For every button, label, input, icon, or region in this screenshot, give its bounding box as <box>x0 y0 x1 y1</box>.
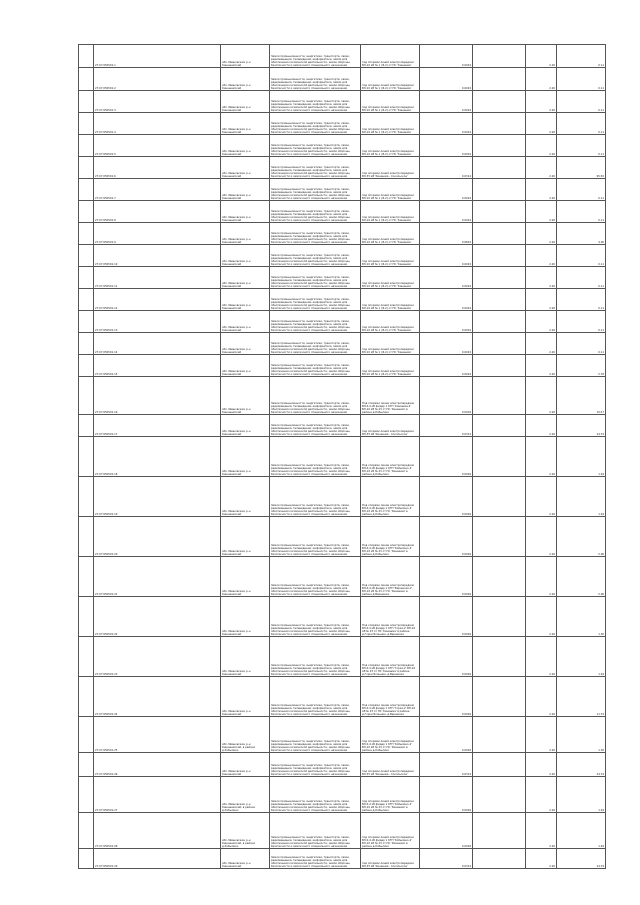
rate-cell: 2.20 <box>526 333 557 355</box>
cadastral-number-cell: 27:07:050501:2 <box>94 68 221 91</box>
address-cell: обл. Ивановская, р-н Кинешемский, в районе д.Кобылино <box>221 717 270 753</box>
address-cell: обл. Ивановская, р-н Кинешемский <box>221 849 270 869</box>
table-row <box>79 201 606 223</box>
area-cell: 0.0024 <box>420 311 473 333</box>
empty-cell <box>473 245 526 267</box>
permitted-use-cell: под опорами линий электропередачи ВЛ-10 кВ № 1 (Ф-2) от ПС 'Кинешма' <box>361 135 420 157</box>
cadastral-number-cell: 27:07:050501:15 <box>94 355 221 377</box>
cadastral-value-cell: 1.30 <box>557 717 606 753</box>
cadastral-number-cell: 27:07:050501:10 <box>94 245 221 267</box>
area-cell: 0.0024 <box>420 68 473 91</box>
cadastral-value-cell: 24.79 <box>557 753 606 777</box>
table-row <box>79 45 606 68</box>
row-index-cell <box>79 135 94 157</box>
cadastral-value-cell: 0.11 <box>557 245 606 267</box>
address-cell: обл. Ивановская, р-н Кинешемский <box>221 223 270 245</box>
row-index-cell <box>79 377 94 415</box>
table-row <box>79 135 606 157</box>
rate-cell: 2.20 <box>526 135 557 157</box>
land-category-cell: Земли промышленности, энергетики, транспорта, связи, радиовещания, телевидения, информатики, земли для обеспечения космической деятельности, земли обороны, безопасности и земли иного специального назначения <box>270 677 361 717</box>
cadastral-value-cell: 1.94 <box>557 437 606 477</box>
land-category-cell: Земли промышленности, энергетики, транспорта, связи, радиовещания, телевидения, информатики, земли для обеспечения космической деятельности, земли обороны, безопасности и земли иного специального назначения <box>270 223 361 245</box>
permitted-use-cell: Под опорами линии электропередачи ВЛ-0,4 кВ фидер 1 КТП 'Кобылино-2' ВЛ-10 кВ № 23 от ПС 'Кинешма' в районе д.Кобылино <box>361 437 420 477</box>
row-index-cell <box>79 753 94 777</box>
address-cell: обл. Ивановская, р-н Кинешемский <box>221 637 270 677</box>
area-cell: 0.0024 <box>420 289 473 311</box>
row-index-cell <box>79 849 94 869</box>
table-row <box>79 717 606 753</box>
address-cell: обл. Ивановская, р-н Кинешемский <box>221 377 270 415</box>
table-row <box>79 179 606 201</box>
table-row <box>79 415 606 437</box>
permitted-use-cell: под опорами линий электропередачи ВЛ-10 кВ № 1 (Ф-2) от ПС 'Кинешма' <box>361 311 420 333</box>
empty-cell <box>473 91 526 113</box>
row-index-cell <box>79 637 94 677</box>
address-cell: обл. Ивановская, р-н Кинешемский <box>221 753 270 777</box>
cadastral-value-cell: 0.11 <box>557 311 606 333</box>
cadastral-number-cell: 27:07:050501:14 <box>94 333 221 355</box>
land-category-cell: Земли промышленности, энергетики, транспорта, связи, радиовещания, телевидения, информатики, земли для обеспечения космической деятельности, земли обороны, безопасности и земли иного специального назначения <box>270 113 361 135</box>
address-cell: обл. Ивановская, р-н Кинешемский <box>221 113 270 135</box>
table-row <box>79 517 606 557</box>
cadastral-number-cell: 27:07:050501:27 <box>94 777 221 813</box>
row-index-cell <box>79 267 94 289</box>
area-cell: 0.0004 <box>420 517 473 557</box>
table-row <box>79 267 606 289</box>
permitted-use-cell: под опорами линий электропередачи ВЛ-10 кВ № 1 (Ф-2) от ПС 'Кинешма' <box>361 223 420 245</box>
table-row <box>79 91 606 113</box>
row-index-cell <box>79 91 94 113</box>
table-row <box>79 477 606 517</box>
area-cell: 0.0004 <box>420 557 473 597</box>
row-index-cell <box>79 311 94 333</box>
empty-cell <box>473 597 526 637</box>
area-cell: 0.0024 <box>420 267 473 289</box>
table-row <box>79 637 606 677</box>
cadastral-number-cell: 27:07:050501:7 <box>94 179 221 201</box>
table-row <box>79 113 606 135</box>
row-index-cell <box>79 201 94 223</box>
table-body <box>79 45 606 869</box>
table-row <box>79 355 606 377</box>
empty-cell <box>473 157 526 179</box>
empty-cell <box>473 355 526 377</box>
rate-cell: 2.20 <box>526 753 557 777</box>
empty-cell <box>473 717 526 753</box>
rate-cell: 2.20 <box>526 477 557 517</box>
land-category-cell: Земли промышленности, энергетики, транспорта, связи, радиовещания, телевидения, информатики, земли для обеспечения космической деятельности, земли обороны, безопасности и земли иного специального назначения <box>270 267 361 289</box>
row-index-cell <box>79 597 94 637</box>
address-cell: обл. Ивановская, р-н Кинешемский <box>221 517 270 557</box>
row-index-cell <box>79 113 94 135</box>
table-row <box>79 557 606 597</box>
row-index-cell <box>79 677 94 717</box>
land-category-cell: Земли промышленности, энергетики, транспорта, связи, радиовещания, телевидения, информатики, земли для обеспечения космической деятельности, земли обороны, безопасности и земли иного специального назначения <box>270 849 361 869</box>
row-index-cell <box>79 777 94 813</box>
cadastral-value-cell: 0.11 <box>557 135 606 157</box>
cadastral-number-cell: 27:07:050501:20 <box>94 517 221 557</box>
land-category-cell: Земли промышленности, энергетики, транспорта, связи, радиовещания, телевидения, информатики, земли для обеспечения космической деятельности, земли обороны, безопасности и земли иного специального назначения <box>270 289 361 311</box>
table-row <box>79 245 606 267</box>
area-cell: 0.0314 <box>420 415 473 437</box>
land-category-cell: Земли промышленности, энергетики, транспорта, связи, радиовещания, телевидения, информатики, земли для обеспечения космической деятельности, земли обороны, безопасности и земли иного специального назначения <box>270 415 361 437</box>
land-category-cell: Земли промышленности, энергетики, транспорта, связи, радиовещания, телевидения, информатики, земли для обеспечения космической деятельности, земли обороны, безопасности и земли иного специального назначения <box>270 813 361 849</box>
empty-cell <box>473 777 526 813</box>
rate-cell: 2.20 <box>526 597 557 637</box>
cadastral-number-cell: 27:07:050501:8 <box>94 201 221 223</box>
cadastral-number-cell: 27:07:050501:23 <box>94 637 221 677</box>
empty-cell <box>473 135 526 157</box>
table-row <box>79 333 606 355</box>
empty-cell <box>473 179 526 201</box>
cadastral-number-cell: 27:07:050501:17 <box>94 415 221 437</box>
land-category-cell: Земли промышленности, энергетики, транспорта, связи, радиовещания, телевидения, информатики, земли для обеспечения космической деятельности, земли обороны, безопасности и земли иного специального назначения <box>270 437 361 477</box>
rate-cell: 2.20 <box>526 557 557 597</box>
table-row <box>79 777 606 813</box>
table-row <box>79 597 606 637</box>
permitted-use-cell: под опорами линий электропередачи ВЛ-10 кВ № 1 (Ф-2) от ПС 'Кинешма' <box>361 289 420 311</box>
cadastral-value-cell: 1.94 <box>557 813 606 849</box>
table-row <box>79 377 606 415</box>
rate-cell: 2.20 <box>526 179 557 201</box>
address-cell: обл. Ивановская, р-н Кинешемский <box>221 267 270 289</box>
cadastral-number-cell: 27:07:050501:13 <box>94 311 221 333</box>
cadastral-value-cell: 0.11 <box>557 45 606 68</box>
land-category-cell: Земли промышленности, энергетики, транспорта, связи, радиовещания, телевидения, информатики, земли для обеспечения космической деятельности, земли обороны, безопасности и земли иного специального назначения <box>270 355 361 377</box>
area-cell: 0.0004 <box>420 437 473 477</box>
address-cell: обл. Ивановская, р-н Кинешемский <box>221 68 270 91</box>
row-index-cell <box>79 179 94 201</box>
address-cell: обл. Ивановская, р-н Кинешемский <box>221 477 270 517</box>
table-row <box>79 311 606 333</box>
permitted-use-cell: под опорами линий электропередачи ВЛ-0,4 кВ фидер 1 КТП 'Кобылино-2' ВЛ-10 кВ № 23 от ПС 'Кинешма' в районе д.Кобылино <box>361 813 420 849</box>
permitted-use-cell: Под опорами линии электропередачи ВЛ-0,4 кВ фидер 1 КТП 'Кинешма-2' ВЛ-10 кВ № 23 от ПС 'Кинешма' в районе д.Кобылино <box>361 377 420 415</box>
address-cell: обл. Ивановская, р-н Кинешемский <box>221 677 270 717</box>
land-category-cell: Земли промышленности, энергетики, транспорта, связи, радиовещания, телевидения, информатики, земли для обеспечения космической деятельности, земли обороны, безопасности и земли иного специального назначения <box>270 557 361 597</box>
empty-cell <box>473 223 526 245</box>
cadastral-value-cell: 1.94 <box>557 637 606 677</box>
cadastral-number-cell: 27:07:050501:19 <box>94 477 221 517</box>
permitted-use-cell: под опорами линий электропередачи ВЛ-35 кВ 'Кинешма - Сокольское' <box>361 849 420 869</box>
permitted-use-cell: под опорами линий электропередачи ВЛ-10 кВ № 1 (Ф-2) от ПС 'Кинешма' <box>361 68 420 91</box>
address-cell: обл. Ивановская, р-н Кинешемский <box>221 355 270 377</box>
permitted-use-cell: Под опорами линии электропередачи ВЛ-0,4 кВ фидер 1 КТП 'Кобылино-2' ВЛ-10 кВ № 23 от ПС 'Кинешма' в районе д.Кобылино <box>361 517 420 557</box>
row-index-cell <box>79 415 94 437</box>
land-category-cell: Земли промышленности, энергетики, транспорта, связи, радиовещания, телевидения, информатики, земли для обеспечения космической деятельности, земли обороны, безопасности и земли иного специального назначения <box>270 377 361 415</box>
row-index-cell <box>79 557 94 597</box>
address-cell: обл. Ивановская, р-н Кинешемский <box>221 245 270 267</box>
cadastral-value-cell: 0.11 <box>557 289 606 311</box>
cadastral-value-cell: 1.94 <box>557 477 606 517</box>
row-index-cell <box>79 45 94 68</box>
area-cell: 0.0024 <box>420 333 473 355</box>
area-cell: 0.0024 <box>420 245 473 267</box>
table-row <box>79 223 606 245</box>
cadastral-number-cell: 27:07:050501:1 <box>94 45 221 68</box>
row-index-cell <box>79 477 94 517</box>
rate-cell: 2.20 <box>526 201 557 223</box>
table-row <box>79 753 606 777</box>
land-category-cell: Земли промышленности, энергетики, транспорта, связи, радиовещания, телевидения, информатики, земли для обеспечения космической деятельности, земли обороны, безопасности и земли иного специального назначения <box>270 157 361 179</box>
cadastral-value-cell: 0.11 <box>557 333 606 355</box>
address-cell: обл. Ивановская, р-н Кинешемский <box>221 135 270 157</box>
address-cell: обл. Ивановская, р-н Кинешемский <box>221 201 270 223</box>
area-cell: 0.0004 <box>420 813 473 849</box>
rate-cell: 2.20 <box>526 245 557 267</box>
cadastral-number-cell: 27:07:050501:5 <box>94 135 221 157</box>
cadastral-number-cell: 27:07:050501:21 <box>94 557 221 597</box>
cadastral-value-cell: 0.11 <box>557 179 606 201</box>
table-row <box>79 813 606 849</box>
cadastral-number-cell: 27:07:050501:11 <box>94 267 221 289</box>
permitted-use-cell: под опорами линий электропередачи ВЛ-35 кВ 'Кинешма - Сокольское' <box>361 753 420 777</box>
rate-cell: 2.20 <box>526 157 557 179</box>
area-cell: 0.0314 <box>420 157 473 179</box>
land-category-cell: Земли промышленности, энергетики, транспорта, связи, радиовещания, телевидения, информатики, земли для обеспечения космической деятельности, земли обороны, безопасности и земли иного специального назначения <box>270 91 361 113</box>
permitted-use-cell: Под опорами линии электропередачи ВЛ-0,4 кВ фидер 1 КТП 'Горки-2' ВЛ-10 кВ № 23 от ПС 'Кинешма' в районе д.Горки Большие, д.Вершинки <box>361 637 420 677</box>
empty-cell <box>473 113 526 135</box>
empty-cell <box>473 849 526 869</box>
rate-cell: 2.20 <box>526 45 557 68</box>
rate-cell: 2.20 <box>526 91 557 113</box>
area-cell: 0.0004 <box>420 377 473 415</box>
cadastral-value-cell: 0.11 <box>557 267 606 289</box>
address-cell: обл. Ивановская, р-н Кинешемский <box>221 311 270 333</box>
cadastral-number-cell: 27:07:050501:18 <box>94 437 221 477</box>
empty-cell <box>473 557 526 597</box>
address-cell: обл. Ивановская, р-н Кинешемский, в районе д.Кобылино <box>221 813 270 849</box>
permitted-use-cell: под опорами линий электропередачи ВЛ-35 кВ 'Кинешма - Сокольское' <box>361 415 420 437</box>
rate-cell: 2.20 <box>526 377 557 415</box>
cadastral-number-cell: 27:07:050501:9 <box>94 223 221 245</box>
rate-cell: 2.20 <box>526 113 557 135</box>
cadastral-value-cell: 11.79 <box>557 677 606 717</box>
address-cell: обл. Ивановская, р-н Кинешемский <box>221 179 270 201</box>
table-row <box>79 677 606 717</box>
land-category-cell: Земли промышленности, энергетики, транспорта, связи, радиовещания, телевидения, информатики, земли для обеспечения космической деятельности, земли обороны, безопасности и земли иного специального назначения <box>270 637 361 677</box>
row-index-cell <box>79 157 94 179</box>
rate-cell: 2.20 <box>526 223 557 245</box>
cadastral-value-cell: 24.79 <box>557 415 606 437</box>
area-cell: 0.0004 <box>420 717 473 753</box>
cadastral-value-cell: 1.94 <box>557 777 606 813</box>
address-cell: обл. Ивановская, р-н Кинешемский <box>221 415 270 437</box>
permitted-use-cell: под опорами линий электропередачи ВЛ-0,4 кВ фидер 1 КТП 'Кобылино-2' ВЛ-10 кВ № 23 от ПС 'Кинешма' в районе д.Кобылино <box>361 777 420 813</box>
land-category-cell: Земли промышленности, энергетики, транспорта, связи, радиовещания, телевидения, информатики, земли для обеспечения космической деятельности, земли обороны, безопасности и земли иного специального назначения <box>270 245 361 267</box>
rate-cell: 2.20 <box>526 777 557 813</box>
address-cell: обл. Ивановская, р-н Кинешемский <box>221 437 270 477</box>
empty-cell <box>473 477 526 517</box>
empty-cell <box>473 45 526 68</box>
land-category-cell: Земли промышленности, энергетики, транспорта, связи, радиовещания, телевидения, информатики, земли для обеспечения космической деятельности, земли обороны, безопасности и земли иного специального назначения <box>270 201 361 223</box>
table-row <box>79 289 606 311</box>
row-index-cell <box>79 437 94 477</box>
row-index-cell <box>79 68 94 91</box>
table-row <box>79 157 606 179</box>
rate-cell: 2.20 <box>526 813 557 849</box>
row-index-cell <box>79 333 94 355</box>
permitted-use-cell: под опорами линий электропередачи ВЛ-10 кВ № 1 (Ф-2) от ПС 'Кинешма' <box>361 355 420 377</box>
cadastral-number-cell: 27:07:050501:26 <box>94 753 221 777</box>
area-cell: 0.0024 <box>420 355 473 377</box>
rate-cell: 2.20 <box>526 637 557 677</box>
rate-cell: 2.20 <box>526 677 557 717</box>
land-category-cell: Земли промышленности, энергетики, транспорта, связи, радиовещания, телевидения, информатики, земли для обеспечения космической деятельности, земли обороны, безопасности и земли иного специального назначения <box>270 311 361 333</box>
empty-cell <box>473 311 526 333</box>
area-cell: 0.0004 <box>420 597 473 637</box>
cadastral-value-cell: 0.11 <box>557 201 606 223</box>
address-cell: обл. Ивановская, р-н Кинешемский <box>221 45 270 68</box>
address-cell: обл. Ивановская, р-н Кинешемский <box>221 333 270 355</box>
permitted-use-cell: под опорами линий электропередачи ВЛ-10 кВ № 1 (Ф-2) от ПС 'Кинешма' <box>361 45 420 68</box>
cadastral-number-cell: 27:07:050501:29 <box>94 849 221 869</box>
permitted-use-cell: Под опорами линии электропередачи ВЛ-0,4 кВ фидер 1 КТП 'Горки-2' ВЛ-10 кВ № 23 от ПС 'Кинешма' в районе д.Горки Большие, д.Вершинки <box>361 597 420 637</box>
land-category-cell: Земли промышленности, энергетики, транспорта, связи, радиовещания, телевидения, информатики, земли для обеспечения космической деятельности, земли обороны, безопасности и земли иного специального назначения <box>270 68 361 91</box>
table-row <box>79 68 606 91</box>
cadastral-number-cell: 27:07:050501:25 <box>94 717 221 753</box>
permitted-use-cell: под опорами линий электропередачи ВЛ-10 кВ № 1 (Ф-2) от ПС 'Кинешма' <box>361 91 420 113</box>
rate-cell: 2.20 <box>526 68 557 91</box>
cadastral-value-cell: 65.56 <box>557 157 606 179</box>
cadastral-number-cell: 27:07:050501:28 <box>94 813 221 849</box>
empty-cell <box>473 201 526 223</box>
cadastral-value-cell: 1.30 <box>557 597 606 637</box>
land-category-cell: Земли промышленности, энергетики, транспорта, связи, радиовещания, телевидения, информатики, земли для обеспечения космической деятельности, земли обороны, безопасности и земли иного специального назначения <box>270 517 361 557</box>
rate-cell: 2.20 <box>526 267 557 289</box>
land-plots-table <box>78 44 606 869</box>
land-category-cell: Земли промышленности, энергетики, транспорта, связи, радиовещания, телевидения, информатики, земли для обеспечения космической деятельности, земли обороны, безопасности и земли иного специального назначения <box>270 753 361 777</box>
area-cell: 0.0024 <box>420 201 473 223</box>
rate-cell: 2.20 <box>526 437 557 477</box>
address-cell: обл. Ивановская, р-н Кинешемский <box>221 597 270 637</box>
permitted-use-cell: под опорами линий электропередачи ВЛ-10 кВ № 1 (Ф-2) от ПС 'Кинешма' <box>361 201 420 223</box>
cadastral-value-cell: 0.11 <box>557 68 606 91</box>
empty-cell <box>473 677 526 717</box>
land-category-cell: Земли промышленности, энергетики, транспорта, связи, радиовещания, телевидения, информатики, земли для обеспечения космической деятельности, земли обороны, безопасности и земли иного специального назначения <box>270 179 361 201</box>
permitted-use-cell: под опорами линий электропередачи ВЛ-10 кВ № 1 (Ф-2) от ПС 'Кинешма' <box>361 179 420 201</box>
permitted-use-cell: Под опорами линии электропередачи ВЛ-0,4 кВ фидер 1 КТП 'Горки-2' ВЛ-10 кВ № 23 от ПС 'Кинешма' в районе д.Горки Большие, д.Вершинки <box>361 677 420 717</box>
row-index-cell <box>79 289 94 311</box>
row-index-cell <box>79 355 94 377</box>
table-row <box>79 437 606 477</box>
land-category-cell: Земли промышленности, энергетики, транспорта, связи, радиовещания, телевидения, информатики, земли для обеспечения космической деятельности, земли обороны, безопасности и земли иного специального назначения <box>270 135 361 157</box>
empty-cell <box>473 333 526 355</box>
address-cell: обл. Ивановская, р-н Кинешемский <box>221 289 270 311</box>
area-cell: 0.0024 <box>420 113 473 135</box>
cadastral-value-cell: 4.00 <box>557 223 606 245</box>
cadastral-number-cell: 27:07:050501:4 <box>94 113 221 135</box>
area-cell: 0.0004 <box>420 637 473 677</box>
empty-cell <box>473 289 526 311</box>
cadastral-value-cell: 24.79 <box>557 849 606 869</box>
cadastral-number-cell: 27:07:050501:16 <box>94 377 221 415</box>
cadastral-value-cell: 5.06 <box>557 517 606 557</box>
permitted-use-cell: под опорами линий электропередачи ВЛ-10 кВ № 1 (Ф-2) от ПС 'Кинешма' <box>361 333 420 355</box>
land-category-cell: Земли промышленности, энергетики, транспорта, связи, радиовещания, телевидения, информатики, земли для обеспечения космической деятельности, земли обороны, безопасности и земли иного специального назначения <box>270 477 361 517</box>
row-index-cell <box>79 717 94 753</box>
permitted-use-cell: под опорами линий электропередачи ВЛ-10 кВ № 1 (Ф-2) от ПС 'Кинешма' <box>361 267 420 289</box>
cadastral-value-cell: 10.57 <box>557 377 606 415</box>
permitted-use-cell: под опорами линий электропередачи ВЛ-10 кВ № 1 (Ф-2) от ПС 'Кинешма' <box>361 113 420 135</box>
rate-cell: 2.20 <box>526 289 557 311</box>
rate-cell: 2.20 <box>526 517 557 557</box>
area-cell: 0.0004 <box>420 477 473 517</box>
land-category-cell: Земли промышленности, энергетики, транспорта, связи, радиовещания, телевидения, информатики, земли для обеспечения космической деятельности, земли обороны, безопасности и земли иного специального назначения <box>270 45 361 68</box>
area-cell: 0.0314 <box>420 753 473 777</box>
area-cell: 0.0024 <box>420 45 473 68</box>
row-index-cell <box>79 517 94 557</box>
row-index-cell <box>79 245 94 267</box>
permitted-use-cell: под опорами линий электропередачи ВЛ-35 кВ 'Кинешма - Сокольское' <box>361 157 420 179</box>
area-cell: 0.0824 <box>420 223 473 245</box>
address-cell: обл. Ивановская, р-н Кинешемский <box>221 557 270 597</box>
area-cell: 0.0024 <box>420 135 473 157</box>
rate-cell: 2.20 <box>526 355 557 377</box>
cadastral-value-cell: 0.11 <box>557 113 606 135</box>
cadastral-number-cell: 27:07:050501:3 <box>94 91 221 113</box>
cadastral-value-cell: 0.11 <box>557 91 606 113</box>
empty-cell <box>473 437 526 477</box>
area-cell: 0.0314 <box>420 849 473 869</box>
empty-cell <box>473 517 526 557</box>
cadastral-number-cell: 27:07:050501:12 <box>94 289 221 311</box>
row-index-cell <box>79 813 94 849</box>
area-cell: 0.0024 <box>420 179 473 201</box>
empty-cell <box>473 415 526 437</box>
land-category-cell: Земли промышленности, энергетики, транспорта, связи, радиовещания, телевидения, информатики, земли для обеспечения космической деятельности, земли обороны, безопасности и земли иного специального назначения <box>270 597 361 637</box>
land-category-cell: Земли промышленности, энергетики, транспорта, связи, радиовещания, телевидения, информатики, земли для обеспечения космической деятельности, земли обороны, безопасности и земли иного специального назначения <box>270 777 361 813</box>
empty-cell <box>473 813 526 849</box>
cadastral-value-cell: 5.06 <box>557 557 606 597</box>
cadastral-value-cell: 5.78 <box>557 355 606 377</box>
empty-cell <box>473 753 526 777</box>
permitted-use-cell: под опорами линий электропередачи ВЛ-10 кВ № 1 (Ф-2) от ПС 'Кинешма' <box>361 245 420 267</box>
cadastral-number-cell: 27:07:050501:24 <box>94 677 221 717</box>
cadastral-number-cell: 27:07:050501:22 <box>94 597 221 637</box>
rate-cell: 2.20 <box>526 717 557 753</box>
table-row <box>79 849 606 869</box>
area-cell: 0.0004 <box>420 777 473 813</box>
rate-cell: 2.20 <box>526 849 557 869</box>
address-cell: обл. Ивановская, р-н Кинешемский, в районе д.Кобылино <box>221 777 270 813</box>
empty-cell <box>473 267 526 289</box>
permitted-use-cell: Под опорами линии электропередачи ВЛ-0,4 кВ фидер 1 КТП 'Кобылино-2' ВЛ-10 кВ № 23 от ПС 'Кинешма' в районе д.Кобылино <box>361 477 420 517</box>
address-cell: обл. Ивановская, р-н Кинешемский <box>221 91 270 113</box>
rate-cell: 2.20 <box>526 311 557 333</box>
rate-cell: 2.20 <box>526 415 557 437</box>
row-index-cell <box>79 223 94 245</box>
land-category-cell: Земли промышленности, энергетики, транспорта, связи, радиовещания, телевидения, информатики, земли для обеспечения космической деятельности, земли обороны, безопасности и земли иного специального назначения <box>270 333 361 355</box>
land-category-cell: Земли промышленности, энергетики, транспорта, связи, радиовещания, телевидения, информатики, земли для обеспечения космической деятельности, земли обороны, безопасности и земли иного специального назначения <box>270 717 361 753</box>
permitted-use-cell: Под опорами линии электропередачи ВЛ-0,4 кВ фидер 1 КТП 'Вершинки-2' ВЛ-10 кВ № 23 от ПС 'Кинешма' в районе д.Вершинки <box>361 557 420 597</box>
empty-cell <box>473 637 526 677</box>
address-cell: обл. Ивановская, р-н Кинешемский <box>221 157 270 179</box>
empty-cell <box>473 68 526 91</box>
empty-cell <box>473 377 526 415</box>
area-cell: 0.0024 <box>420 91 473 113</box>
permitted-use-cell: под опорами линий электропередачи ВЛ-0,4 кВ фидер 1 КТП 'Кобылино-2' ВЛ-10 кВ № 23 от ПС 'Кинешма' в районе д.Кобылино <box>361 717 420 753</box>
document-page <box>78 44 604 869</box>
area-cell: 0.0004 <box>420 677 473 717</box>
cadastral-number-cell: 27:07:050501:6 <box>94 157 221 179</box>
